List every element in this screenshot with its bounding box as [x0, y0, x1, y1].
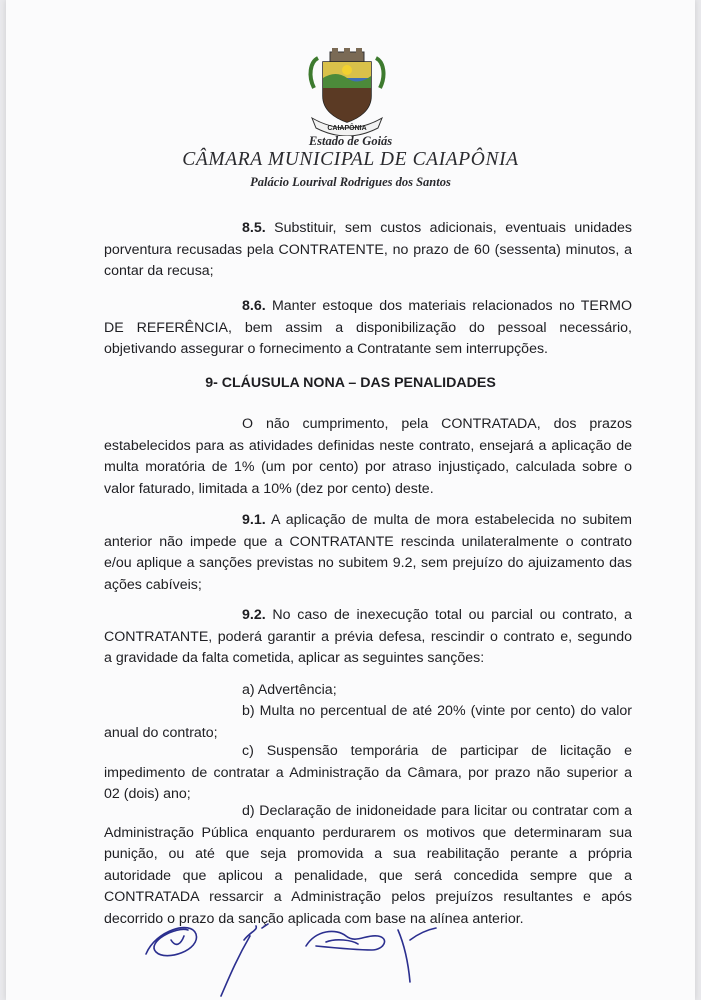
item-8-6: 8.6. Manter estoque dos materiais relacionados no TERMO DE REFERÊNCIA, bem assim a disponibilização do pessoal necessário, objetivando assegurar o fornecimento a Contratante sem interrupções.	[104, 298, 632, 357]
signature-3	[306, 928, 436, 982]
item-9-2: 9.2. No caso de inexecução total ou parcial ou contrato, a CONTRATANTE, poderá garantir a prévia defesa, rescindir o contrato e, segundo a gravidade da falta cometida, aplicar as seguintes sanções:	[104, 607, 632, 666]
palace-line: Palácio Lourival Rodrigues dos Santos	[250, 175, 451, 189]
signature-1	[146, 928, 196, 956]
item-number: 8.6.	[242, 298, 266, 314]
sanction-d: d) Declaração de inidoneidade para licitar ou contratar com a Administração Pública enquanto perdurarem os motivos que determinaram sua punição, ou até que seja promovida a sua reabilitação perante a própria autoridade que aplicou a penalidade, que será concedida sempre que a CONTRATADA ressarcir a Administração pelos prejuízos resultantes e após decorrido o prazo da sanção aplicada com base na alínea anterior.	[104, 803, 632, 927]
sanction-a: a) Advertência;	[242, 682, 337, 698]
sanction-b: b) Multa no percentual de até 20% (vinte por cento) do valor anual do contrato;	[104, 703, 632, 741]
item-8-5: 8.5. Substituir, sem custos adicionais, eventuais unidades porventura recusadas pela CONTRATENTE, no prazo de 60 (sessenta) minutos, a contar da recusa;	[104, 220, 632, 279]
document-page	[6, 0, 695, 1000]
item-number: 9.2.	[242, 607, 266, 623]
chamber-title: CÂMARA MUNICIPAL DE CAIAPÔNIA	[182, 149, 519, 170]
sanction-c: c) Suspensão temporária de participar de licitação e impedimento de contratar a Administração da Câmara, por prazo não superior a 02 (dois) ano;	[104, 743, 632, 802]
clause-intro: O não cumprimento, pela CONTRATADA, dos prazos estabelecidos para as atividades definidas neste contrato, ensejará a aplicação de multa moratória de 1% (um por cento) por atraso injustiçado, calculada sobre o valor faturado, limitada a 10% (dez por cento) deste.	[104, 416, 632, 497]
signature-2	[221, 924, 268, 996]
item-number: 8.5.	[242, 220, 266, 236]
state-line: Estado de Goiás	[308, 134, 393, 148]
crest-ribbon-text: CAIAPÔNIA	[327, 125, 367, 132]
municipal-crest-logo	[306, 48, 388, 136]
handwritten-signatures	[6, 900, 695, 1000]
item-number: 9.1.	[242, 512, 266, 528]
item-9-1: 9.1. A aplicação de multa de mora estabelecida no subitem anterior não impede que a CONTRATANTE rescinda unilateralmente o contrato e/ou aplique a sanções previstas no subitem 9.2, sem prejuízo do ajuizamento das ações cabíveis;	[104, 512, 632, 593]
clause-heading: 9- CLÁUSULA NONA – DAS PENALIDADES	[205, 375, 496, 391]
